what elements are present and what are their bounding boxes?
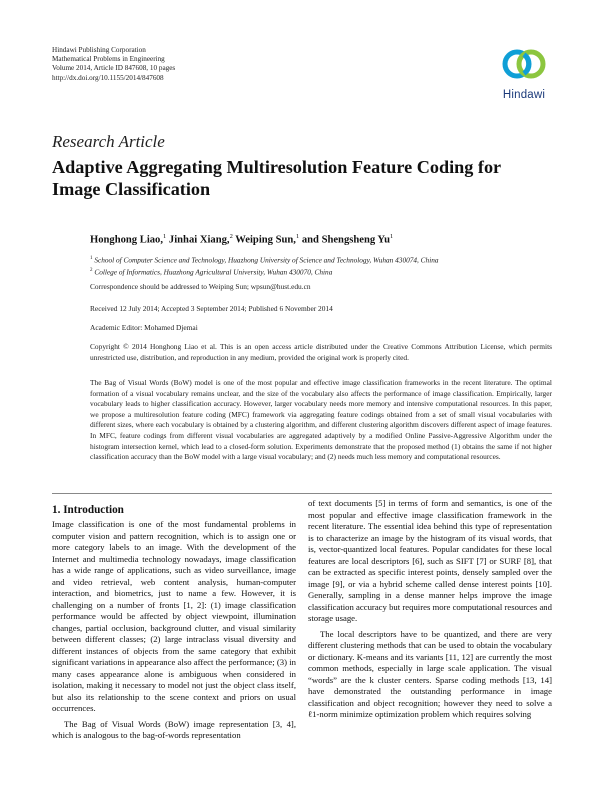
journal-header xyxy=(52,46,175,83)
volume-line: Volume 2014, Article ID 847608, 10 pages xyxy=(52,64,176,73)
publication-dates: Received 12 July 2014; Accepted 3 September 2014; Published 6 November 2014 xyxy=(90,304,333,313)
body-column-right xyxy=(308,498,552,721)
correspondence: Correspondence should be addressed to Weiping Sun; wpsun@hust.edu.cn xyxy=(90,282,311,291)
affiliation-text: School of Computer Science and Technology, Huazhong University of Science and Technology, Wuhan 430074, China xyxy=(94,255,439,265)
author-name: and Shengsheng Yu xyxy=(301,234,390,246)
paragraph: Image classification is one of the most fundamental problems in computer vision and pattern recognition, which is to assign one or more category labels to an image. With the development of the Internet and multimedia technology nowadays, image classification has a wide range of applications, such as video surveillance, image and video retrieval, web content analysis, human-computer interaction, and biometrics, just to name a few. However, it is challenging on a number of fronts [1, 2]: (1) image classification performance would be affected by object viewpoint, illumination changes, partial occlusion, background clutter, and visual similarity between different classes; (2) large intraclass visual diversity and different instances of objects from the same category that exhibit significant variations in appearance also affect the performance; (3) in many cases appearance alone is ambiguous when considered in isolation, making it necessary to model not just the object class itself, but also its relationship to the scene context and priors on usual occurrences. xyxy=(52,519,296,713)
hindawi-logo xyxy=(498,42,550,104)
doi-link[interactable]: http://dx.doi.org/10.1155/2014/847608 xyxy=(52,73,164,82)
author-list xyxy=(90,233,393,246)
author-name: Jinhai Xiang, xyxy=(168,234,230,246)
affiliation-text: College of Informatics, Huazhong Agricultural University, Wuhan 430070, China xyxy=(94,267,333,277)
affiliation xyxy=(90,266,439,278)
affiliation xyxy=(90,254,439,266)
logo-text: Hindawi xyxy=(502,89,546,101)
article-type: Research Article xyxy=(52,132,165,151)
body-column-left xyxy=(52,519,296,742)
affil-mark: 2 xyxy=(90,267,93,273)
copyright-notice: Copyright © 2014 Honghong Liao et al. This is an open access article distributed under the Creative Commons Attribution License, which permits unrestricted use, distribution, and reproduction in any medium, provided the original work is properly cited. xyxy=(90,342,552,362)
paragraph: The Bag of Visual Words (BoW) image representation [3, 4], which is analogous to the bag-of-words representation xyxy=(52,718,296,740)
author-name: Weiping Sun, xyxy=(235,234,296,246)
author-affil-mark: 1 xyxy=(389,233,394,240)
section-heading: 1. Introduction xyxy=(52,504,124,516)
article-title: Adaptive Aggregating Multiresolution Feature Coding for Image Classification xyxy=(52,157,501,199)
author-affil-mark: 1 xyxy=(295,233,300,240)
section-divider xyxy=(52,493,552,494)
paragraph: The local descriptors have to be quantized, and there are very different clustering methods that can be used to obtain the vocabulary or dictionary. K-means and its variants [11, 12] are currently the most common methods, especially in large scale application. The visual “words” are the k cluster centers. Sparse coding methods [13, 14] have demonstrated the outstanding performance in image classification and object recognition; however they need to solve a ℓ1-norm minimize optimization problem which requires solving xyxy=(308,628,552,719)
author-affil-mark: 2 xyxy=(229,233,233,240)
abstract: The Bag of Visual Words (BoW) model is one of the most popular and effective image classification frameworks in the recent literature. The optimal formation of a visual vocabulary remains unclear, and the size of the vocabulary also affects the performance of image classification. Empirically, larger vocabulary leads to higher classification accuracy. However, larger vocabulary needs more memory and intensive computational resources. In this paper, we propose a multiresolution feature coding (MFC) framework via aggregating feature codings obtained from a set of small visual vocabularies with different sizes, where each vocabulary is obtained by a clustering algorithm, and different clustering algorithm discovers different aspect of image features. In MFC, feature codings from different visual vocabularies are aggregated adaptively by a modified Online Passive-Aggressive Algorithm under the histogram intersection kernel, which lead to a closed-form solution. Experiments demonstrate that the proposed method (1) obtains the same if not higher classification accuracy than the BoW model with a large visual vocabulary; and (2) needs much less memory and computational resources. xyxy=(90,378,552,462)
academic-editor: Academic Editor: Mohamed Djemai xyxy=(90,323,198,332)
paragraph: of text documents [5] in terms of form and semantics, is one of the most popular and effective image classification framework in the recent literature. The essential idea behind this type of representation is to characterize an image by the histogram of its visual words, that is, vector-quantized local features. Popular candidates for these local features are local descriptors [6], such as SIFT [7] or SURF [8], that can be extracted as specific interest points, densely sampled over the image [9], or via a hybrid scheme called dense interest points [10]. Generally, sampling in a dense manner helps improve the image classification accuracy but requires more computational resources and storage usage. xyxy=(308,498,552,623)
publisher-line: Hindawi Publishing Corporation xyxy=(52,46,146,54)
affiliations xyxy=(90,254,439,278)
author-name: Honghong Liao, xyxy=(90,234,164,246)
author-affil-mark: 1 xyxy=(163,233,167,240)
affil-mark: 1 xyxy=(90,256,93,261)
journal-line: Mathematical Problems in Engineering xyxy=(52,55,165,64)
hindawi-rings-icon xyxy=(498,42,550,88)
